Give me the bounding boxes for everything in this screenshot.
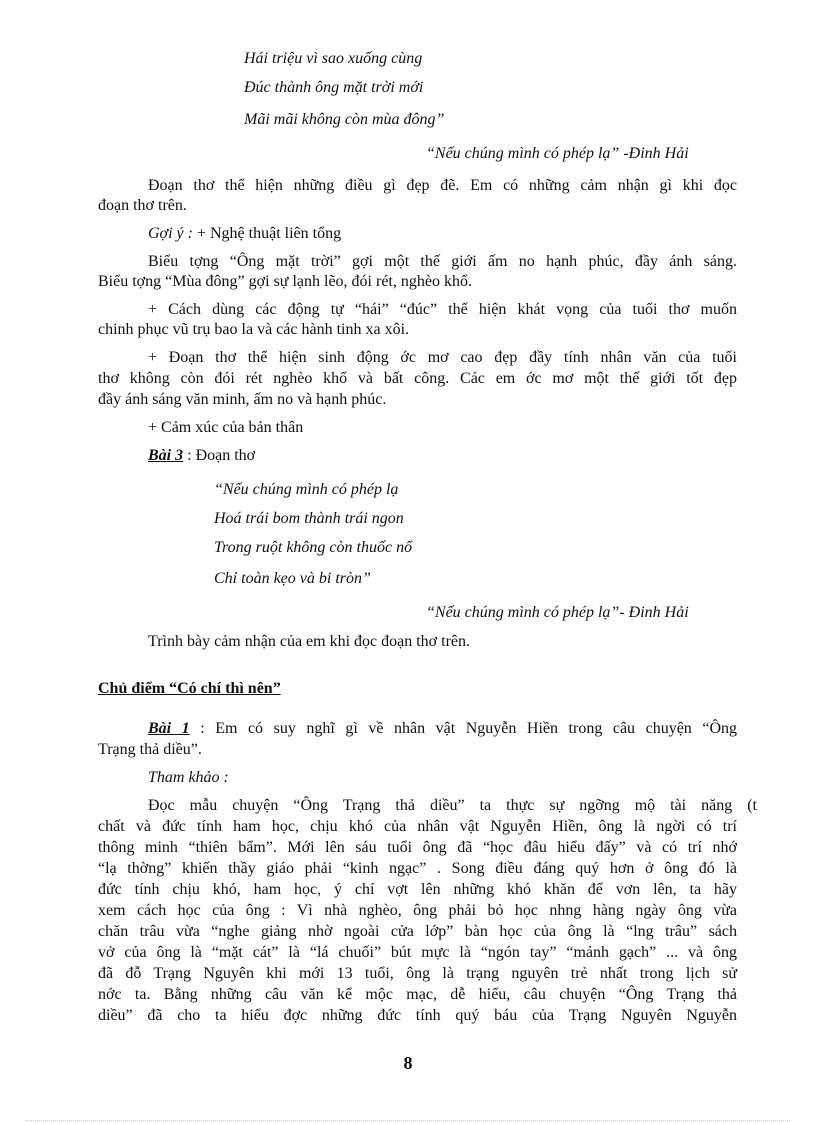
hint-para2-line-1: + Cách dùng các động tự “hái” “đúc” thể hiện khát vọng của tuổi thơ muốn — [148, 301, 737, 318]
hint-para1-line-2: Biểu tợng “Mùa đông” gợi sự lạnh lẽo, đói rét, nghèo khổ. — [98, 273, 472, 290]
hint-para2-line-2: chinh phục vũ trụ bao la và các hành tinh xa xôi. — [98, 321, 410, 338]
section-heading: Chủ điểm “Có chí thì nên” — [98, 680, 281, 697]
bai1-para-line-2: chất và đức tính ham học, chịu khó của nhân vật Nguyễn Hiền, ông là ngời có trí — [98, 818, 737, 835]
bai1-line-2: Trạng thả diều”. — [98, 741, 202, 758]
question1-line-1: Đoạn thơ thể hiện những điều gì đẹp đẽ. Em có những cảm nhận gì khi đọc — [148, 177, 737, 194]
hint-para3-line-1: + Đoạn thơ thể hiện sinh động ớc mơ cao đẹp đầy tính nhân văn của tuổi — [148, 349, 737, 366]
bai3-text: : Đoạn thơ — [183, 447, 256, 464]
hint-para1-line-1: Biểu tợng “Ông mặt trời” gợi một thế giới ấm no hạnh phúc, đầy ánh sáng. — [148, 253, 737, 270]
bai1-para-line-6: xem cách học của ông : Vì nhà nghèo, ông phải bỏ học nhng hàng ngày ông vừa — [98, 902, 737, 919]
hint-last: + Cảm xúc của bản thân — [148, 419, 304, 436]
bai3-poem-line-4: Chỉ toàn kẹo và bi tròn” — [214, 570, 371, 587]
bai3-poem-line-1: “Nếu chúng mình có phép lạ — [214, 481, 399, 498]
hint-line — [148, 224, 341, 244]
hint-first: + Nghệ thuật liên tổng — [196, 225, 342, 242]
bai1-para-line-1: Đọc mẫu chuyện “Ông Trạng thả diều” ta thực sự ngỡng mộ tài năng (t — [148, 797, 757, 814]
question1-line-2: đoạn thơ trên. — [98, 197, 187, 214]
bai3-attribution: “Nếu chúng mình có phép lạ”- Đinh Hải — [426, 604, 689, 621]
hint-label: Gợi ý : — [148, 225, 193, 242]
bai1-para-line-11: diều” đã cho ta hiểu đợc những đức tính quý báu của Trạng Nguyên Nguyễn — [98, 1007, 737, 1024]
poem1-line-1: Hái triệu vì sao xuống cùng — [244, 50, 423, 67]
bai1-para-line-4: “lạ thờng” khiến thầy giáo phải “kinh ngạc” . Song điều đáng quý hơn ở ông đó là — [98, 860, 737, 877]
page-number: 8 — [403, 1053, 413, 1073]
bai3-label: Bài 3 — [148, 447, 184, 464]
page-bottom-border — [26, 1120, 790, 1121]
hint-para3-line-2: thơ không còn đói rét nghèo khổ và bất công. Các em ớc mơ một thế giới tốt đẹp — [98, 370, 737, 387]
bai1-label: Bài 1 — [148, 720, 190, 737]
bai1-para-line-8: vở của ông là “mặt cát” là “lá chuối” bút mực là “ngón tay” “mảnh gạch” ... và ông — [98, 944, 737, 961]
bai1-text: : Em có suy nghĩ gì về nhân vật Nguyễn Hiền trong câu chuyện “Ông — [189, 720, 737, 737]
bai3-question: Trình bày cảm nhận của em khi đọc đoạn thơ trên. — [148, 633, 471, 650]
bai1-para-line-5: đức tính chịu khó, ham học, ý chí vợt lên những khó khăn để vơn lên, ta hãy — [98, 881, 737, 898]
poem1-line-3: Mãi mãi không còn mùa đông” — [244, 111, 445, 128]
poem1-line-2: Đúc thành ông mặt trời mới — [244, 79, 424, 96]
bai1-line-1 — [148, 719, 737, 739]
bai1-para-line-3: thông minh “thiên bẩm”. Mới lên sáu tuổi ông đã “học đâu hiểu đấy” và có trí nhớ — [98, 839, 737, 856]
bai1-ref-label: Tham khảo : — [148, 769, 229, 786]
bai3-line — [148, 446, 255, 466]
bai1-para-line-9: đã đỗ Trạng Nguyên khi mới 13 tuổi, ông là trạng nguyên trẻ nhất trong lịch sử — [98, 965, 737, 982]
poem1-attribution: “Nếu chúng mình có phép lạ” -Đinh Hải — [426, 145, 689, 162]
bai1-para-line-7: chăn trâu vừa “nghe giảng nhờ ngoài cửa lớp” bàn học của ông là “lng trâu” sách — [98, 923, 737, 940]
bai3-poem-line-3: Trong ruột không còn thuốc nổ — [214, 539, 413, 556]
hint-para3-line-3: đầy ánh sáng văn minh, ấm no và hạnh phúc. — [98, 391, 387, 408]
bai3-poem-line-2: Hoá trái bom thành trái ngon — [214, 510, 404, 527]
bai1-para-line-10: nớc ta. Bằng những câu văn kể mộc mạc, dễ hiểu, câu chuyện “Ông Trạng thả — [98, 986, 737, 1003]
